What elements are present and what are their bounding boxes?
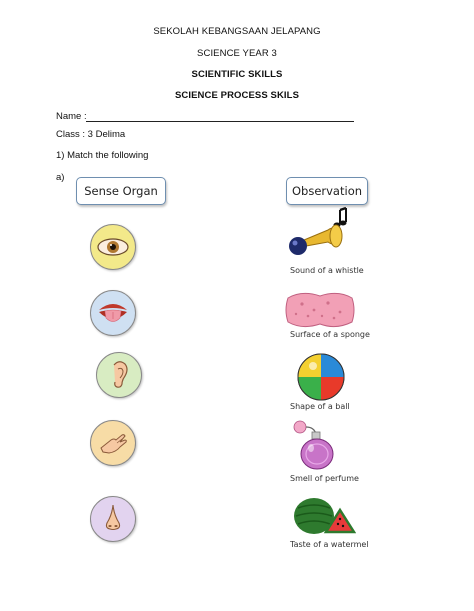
hand-icon[interactable]: [90, 420, 136, 466]
observation-caption: Smell of perfume: [290, 474, 359, 483]
school-name: SEKOLAH KEBANGSAAN JELAPANG: [153, 26, 321, 37]
ball-icon[interactable]: [296, 352, 346, 402]
eye-icon[interactable]: [90, 224, 136, 270]
subject-title: SCIENCE YEAR 3: [197, 48, 277, 59]
tongue-icon[interactable]: [90, 290, 136, 336]
sense-organ-header: Sense Organ: [76, 177, 166, 205]
question-part-label: a): [56, 172, 65, 183]
name-field[interactable]: [86, 121, 354, 122]
class-label: Class : 3 Delima: [56, 129, 126, 140]
nose-icon[interactable]: [90, 496, 136, 542]
whistle-icon[interactable]: [284, 206, 356, 264]
observation-caption: Sound of a whistle: [290, 266, 364, 275]
section-title: SCIENTIFIC SKILLS: [191, 69, 283, 80]
ear-icon[interactable]: [96, 352, 142, 398]
observation-header: Observation: [286, 177, 368, 205]
observation-caption: Shape of a ball: [290, 402, 350, 411]
sponge-icon[interactable]: [282, 288, 358, 332]
name-label: Name :: [56, 111, 87, 122]
observation-caption: Taste of a watermel: [290, 540, 369, 549]
question-instruction: 1) Match the following: [56, 150, 149, 161]
worksheet-title: SCIENCE PROCESS SKILS: [174, 90, 300, 101]
observation-caption: Surface of a sponge: [290, 330, 370, 339]
perfume-icon[interactable]: [290, 418, 344, 472]
watermelon-icon[interactable]: [292, 494, 356, 538]
